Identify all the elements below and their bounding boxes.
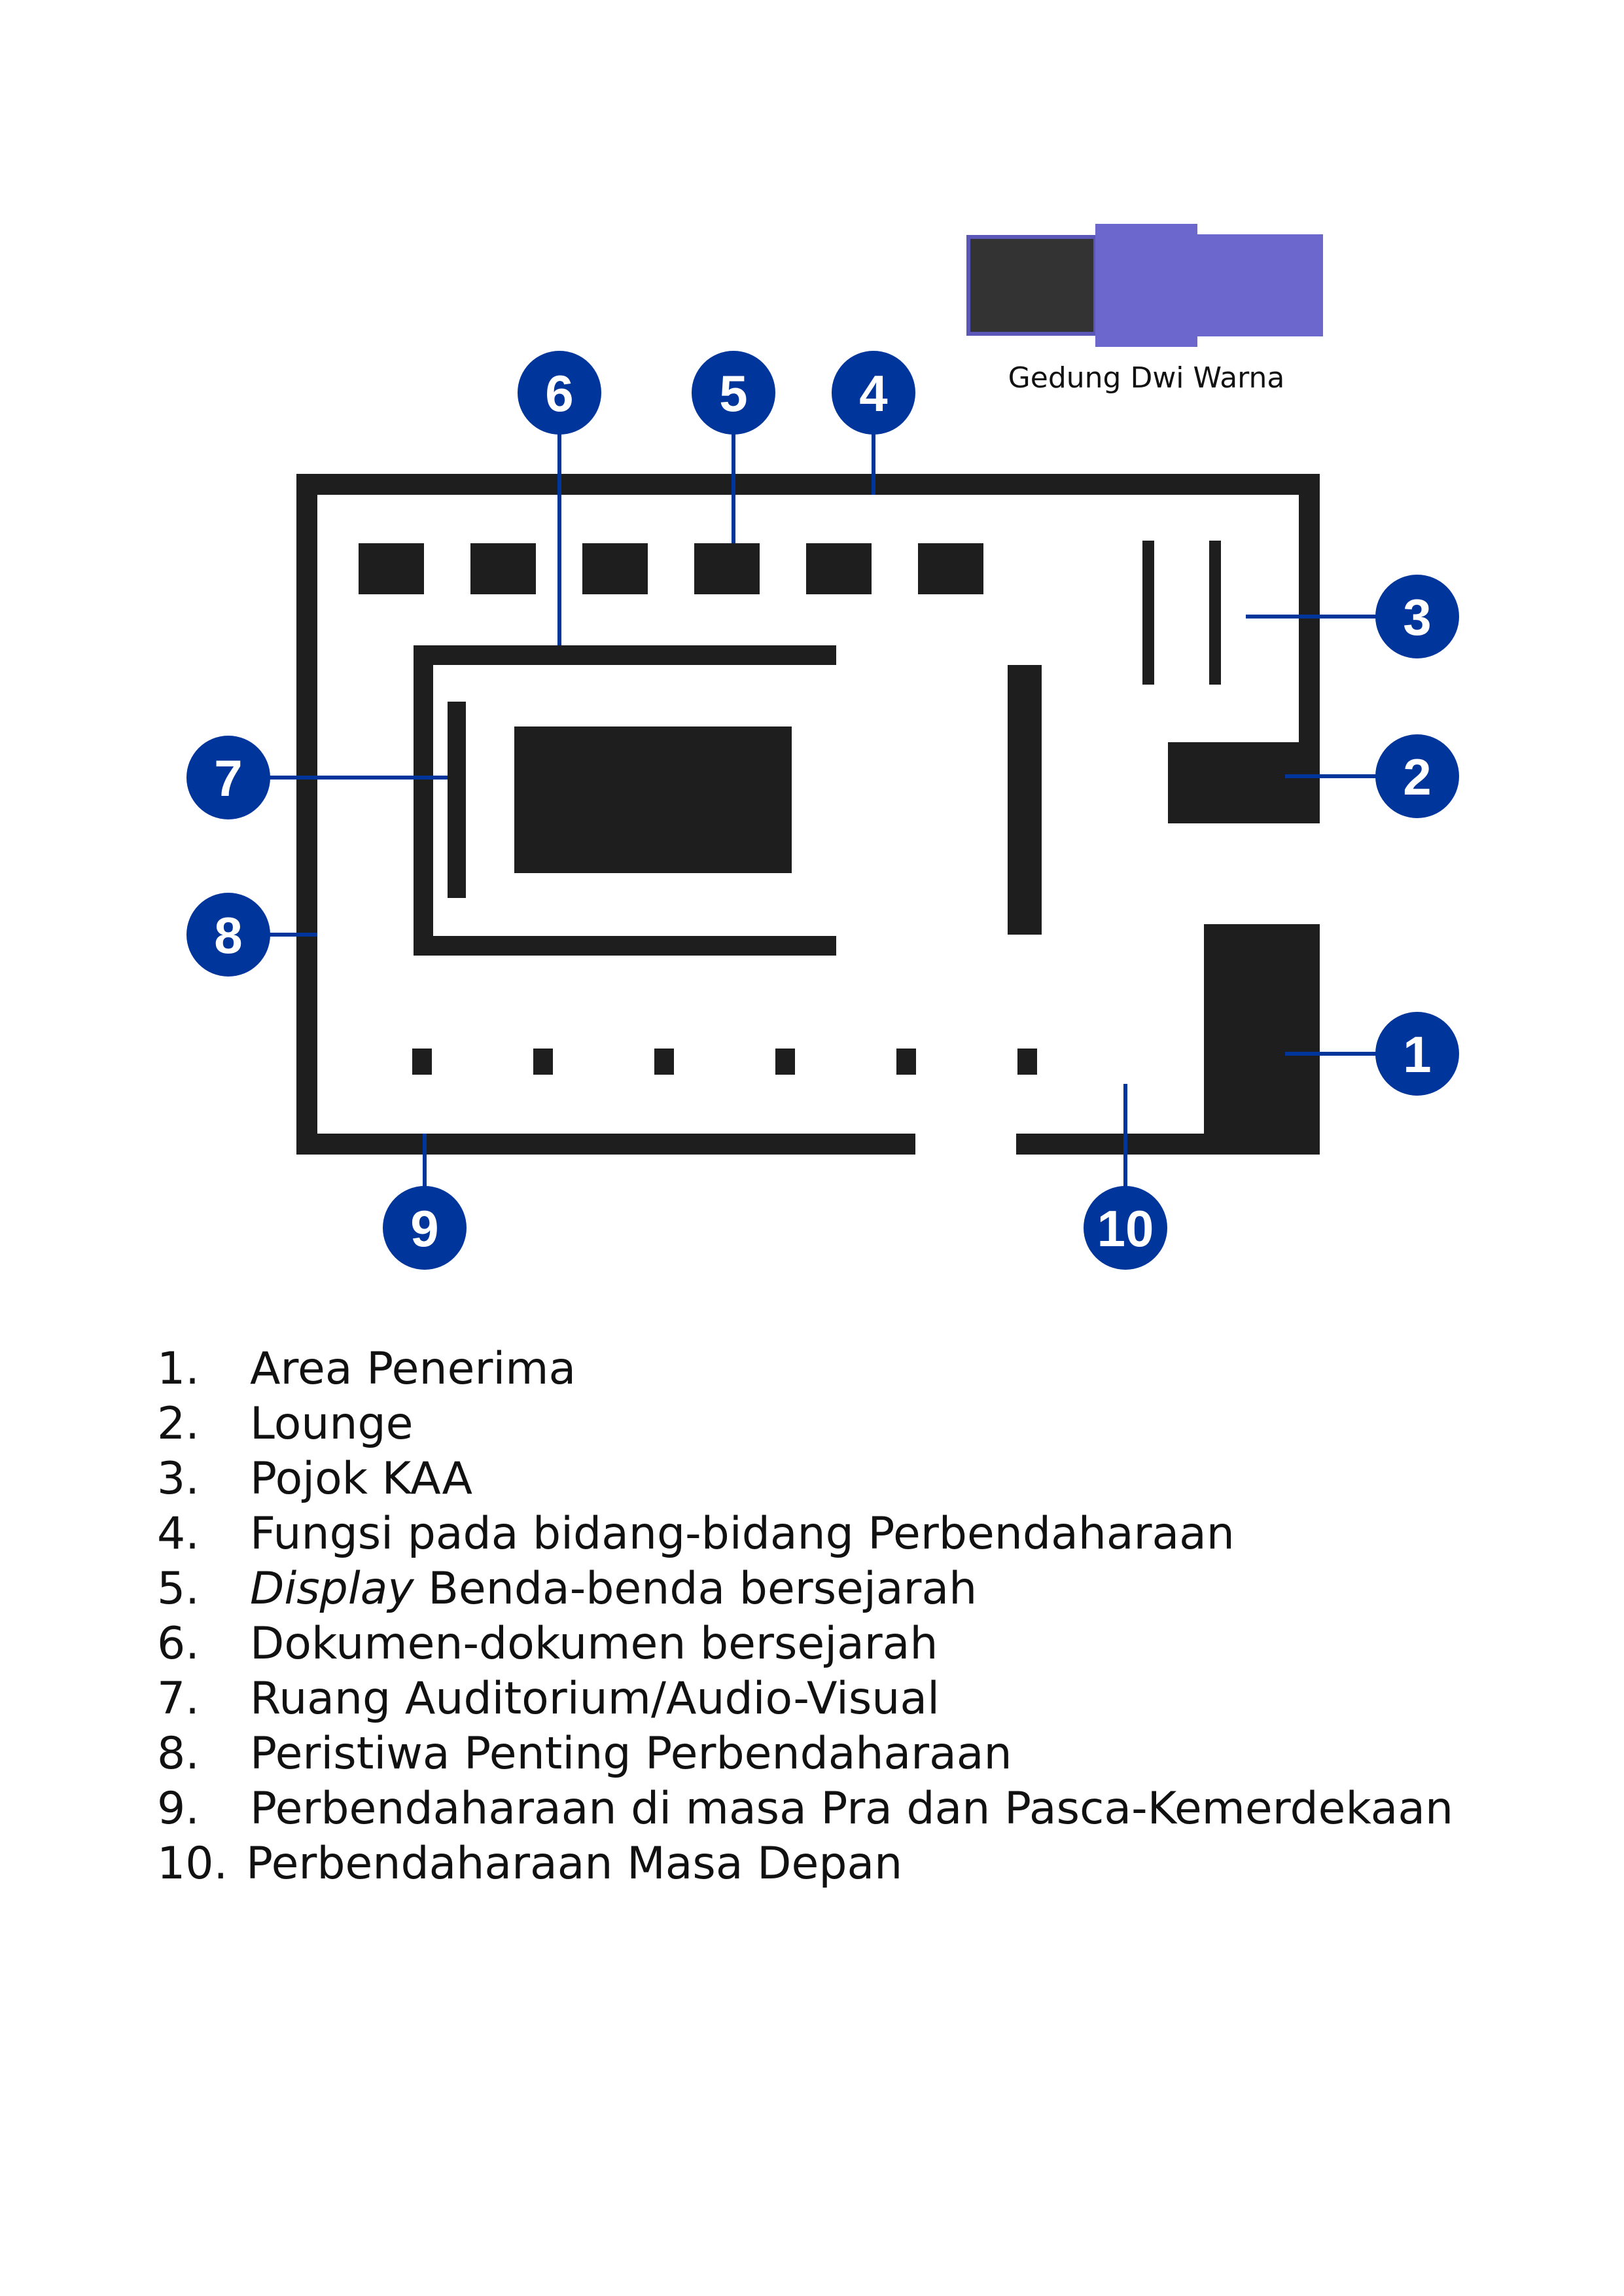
svg-text:1: 1 [1403, 1026, 1432, 1083]
auditorium-seating [514, 726, 792, 873]
legend-item [157, 1342, 1453, 1397]
legend-item-number: 7. [157, 1673, 200, 1725]
marker-7 [186, 736, 270, 819]
outer-wall-right-upper [1299, 474, 1320, 742]
marker-8 [186, 893, 270, 977]
marker-10 [1084, 1186, 1167, 1270]
legend-item-text: Perbendaharaan Masa Depan [246, 1838, 903, 1890]
kaa-panel [1142, 541, 1154, 685]
pillar [412, 1049, 432, 1075]
legend-item-number: 10. [157, 1838, 228, 1890]
svg-text:10: 10 [1097, 1200, 1154, 1257]
legend-item [157, 1562, 1453, 1617]
building-legend-right-block [1197, 234, 1323, 336]
auditorium-wall-bottom [414, 936, 836, 956]
legend-item-text: Dokumen-dokumen bersejarah [250, 1618, 938, 1670]
outer-wall-left [296, 474, 317, 1155]
svg-text:4: 4 [859, 365, 888, 422]
legend-item-number: 2. [157, 1398, 200, 1450]
legend-item [157, 1727, 1453, 1782]
kaa-panel [1209, 541, 1221, 685]
legend-item-text: Ruang Auditorium/Audio-Visual [250, 1673, 940, 1725]
legend-item-number: 4. [157, 1508, 200, 1560]
legend-item-number: 3. [157, 1453, 200, 1505]
legend-item [157, 1617, 1453, 1672]
marker-3 [1375, 575, 1459, 658]
display-case [694, 543, 760, 594]
svg-text:6: 6 [545, 365, 574, 422]
floor-plan-walls [296, 474, 1320, 1155]
marker-9 [383, 1186, 467, 1270]
display-case [582, 543, 648, 594]
pillar [896, 1049, 916, 1075]
legend-item [157, 1782, 1453, 1837]
legend-item-number: 6. [157, 1618, 200, 1670]
svg-text:9: 9 [410, 1200, 439, 1257]
marker-5 [692, 351, 775, 435]
marker-4 [832, 351, 915, 435]
lounge-block [1168, 742, 1320, 823]
legend-item-text: Lounge [250, 1398, 414, 1450]
display-case [806, 543, 872, 594]
display-case [470, 543, 536, 594]
legend-item [157, 1507, 1453, 1562]
building-legend-center-block [1095, 224, 1197, 347]
building-legend-caption: Gedung Dwi Warna [1008, 361, 1285, 395]
marker-6 [518, 351, 601, 435]
legend-item-text: Fungsi pada bidang-bidang Perbendaharaan [250, 1508, 1235, 1560]
marker-2 [1375, 734, 1459, 818]
legend-item-italic-text: Display [250, 1563, 414, 1615]
auditorium-screen [448, 702, 466, 898]
pillar [775, 1049, 795, 1075]
legend-item [157, 1397, 1453, 1452]
auditorium-wall-top [414, 645, 836, 665]
legend-item [157, 1837, 1453, 1892]
building-legend-dark-swatch [968, 237, 1095, 334]
legend-item [157, 1672, 1453, 1727]
svg-text:3: 3 [1403, 588, 1432, 646]
display-case [918, 543, 983, 594]
legend-item-text: Perbendaharaan di masa Pra dan Pasca-Kemerdekaan [250, 1783, 1454, 1835]
partition-wall [1008, 665, 1042, 935]
svg-text:5: 5 [719, 365, 748, 422]
legend-item [157, 1452, 1453, 1507]
marker-1 [1375, 1012, 1459, 1096]
svg-text:7: 7 [214, 749, 243, 807]
legend-item-number: 8. [157, 1728, 200, 1780]
svg-text:8: 8 [214, 906, 243, 964]
building-color-legend [968, 224, 1323, 395]
auditorium-wall-left [414, 645, 433, 956]
outer-wall-top [296, 474, 1320, 495]
display-case [359, 543, 424, 594]
outer-wall-bottom-left [296, 1134, 915, 1155]
svg-text:2: 2 [1403, 748, 1432, 806]
reception-block [1204, 924, 1320, 1155]
legend-item-number: 9. [157, 1783, 200, 1835]
area-legend-list [157, 1342, 1453, 1892]
legend-item-text: Peristiwa Penting Perbendaharaan [250, 1728, 1012, 1780]
legend-item-text: Benda-benda bersejarah [414, 1563, 978, 1615]
legend-item-number: 1. [157, 1343, 200, 1395]
legend-item-text: Pojok KAA [250, 1453, 472, 1505]
legend-item-number: 5. [157, 1563, 200, 1615]
pillar [533, 1049, 553, 1075]
pillar [1017, 1049, 1037, 1075]
legend-item-text: Area Penerima [250, 1343, 576, 1395]
pillar [654, 1049, 674, 1075]
